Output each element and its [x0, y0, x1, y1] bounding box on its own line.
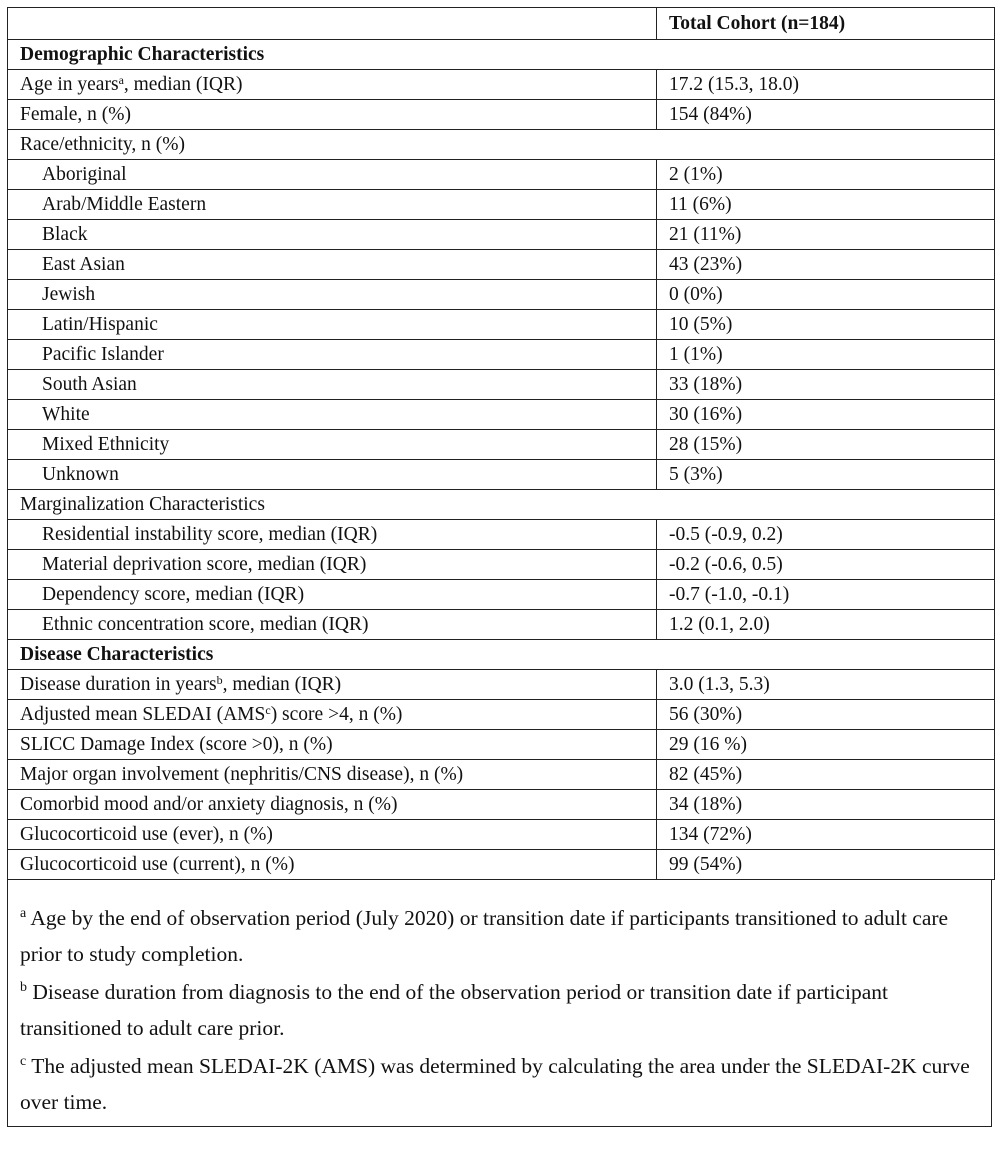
row-label-cell [8, 160, 657, 190]
table-row [8, 760, 995, 790]
row-label: Female, n (%) [20, 104, 132, 125]
row-value: -0.5 (-0.9, 0.2) [657, 520, 995, 550]
row-label-suffix: , median (IQR) [123, 74, 243, 95]
row-label-cell [8, 820, 657, 850]
row-label: Comorbid mood and/or anxiety diagnosis, n (%) [20, 794, 398, 815]
row-label-cell [8, 190, 657, 220]
cohort-characteristics-table-container [7, 7, 995, 1127]
row-label: Disease duration in years [20, 674, 217, 695]
table-row [8, 400, 995, 430]
section-header-row [8, 640, 995, 670]
table-row [8, 610, 995, 640]
row-label-cell [8, 730, 657, 760]
table-row [8, 250, 995, 280]
row-label-cell [8, 430, 657, 460]
row-label-cell [8, 610, 657, 640]
row-value: 154 (84%) [657, 100, 995, 130]
row-label-cell [8, 280, 657, 310]
row-label: White [42, 404, 90, 425]
table-row [8, 580, 995, 610]
footnote-mark: c [20, 1054, 27, 1069]
row-label-cell [8, 490, 995, 520]
row-label: Black [42, 224, 88, 245]
row-label-cell [8, 250, 657, 280]
row-value: -0.7 (-1.0, -0.1) [657, 580, 995, 610]
footnote-mark: a [20, 906, 27, 921]
cohort-characteristics-table [7, 7, 995, 880]
table-row [8, 220, 995, 250]
row-label: Unknown [42, 464, 119, 485]
row-value: 17.2 (15.3, 18.0) [657, 70, 995, 100]
row-value: 30 (16%) [657, 400, 995, 430]
row-label: East Asian [42, 254, 125, 275]
footnote-c [20, 1048, 979, 1120]
table-row [8, 730, 995, 760]
row-label: Major organ involvement (nephritis/CNS disease), n (%) [20, 764, 464, 785]
row-label: Glucocorticoid use (ever), n (%) [20, 824, 273, 845]
row-label: Pacific Islander [42, 344, 164, 365]
row-label-cell [8, 40, 995, 70]
section-header-row [8, 40, 995, 70]
group-header-row [8, 490, 995, 520]
row-label: Aboriginal [42, 164, 127, 185]
row-label-cell [8, 70, 657, 100]
row-label-cell [8, 670, 657, 700]
row-label: Adjusted mean SLEDAI (AMS [20, 704, 266, 725]
table-row [8, 310, 995, 340]
row-label-cell [8, 550, 657, 580]
row-value: 28 (15%) [657, 430, 995, 460]
row-label-cell [8, 340, 657, 370]
row-value: 99 (54%) [657, 850, 995, 880]
row-label-cell [8, 580, 657, 610]
row-value: 56 (30%) [657, 700, 995, 730]
row-label-cell [8, 640, 995, 670]
table-row [8, 790, 995, 820]
row-value: 5 (3%) [657, 460, 995, 490]
footnotes [7, 880, 992, 1127]
row-label: Demographic Characteristics [20, 44, 265, 65]
row-label: Marginalization Characteristics [20, 494, 265, 515]
table-row [8, 670, 995, 700]
header-total-cohort: Total Cohort (n=184) [657, 8, 995, 40]
row-label-cell [8, 100, 657, 130]
table-row [8, 550, 995, 580]
row-value: 11 (6%) [657, 190, 995, 220]
footnote-mark: b [216, 673, 223, 687]
row-label-cell [8, 790, 657, 820]
table-row [8, 520, 995, 550]
row-label: South Asian [42, 374, 137, 395]
footnote-a [20, 900, 979, 972]
table-header-row [8, 8, 995, 40]
table-row [8, 340, 995, 370]
row-label-cell [8, 460, 657, 490]
footnote-text: Disease duration from diagnosis to the end of the observation period or transition date if participant transitioned to adult care prior. [20, 980, 888, 1040]
footnote-b [20, 974, 979, 1046]
row-label: Residential instability score, median (IQR) [42, 524, 378, 545]
row-label: Glucocorticoid use (current), n (%) [20, 854, 295, 875]
table-row [8, 700, 995, 730]
row-value: 82 (45%) [657, 760, 995, 790]
table-row [8, 160, 995, 190]
row-label-cell [8, 520, 657, 550]
row-label: SLICC Damage Index (score >0), n (%) [20, 734, 333, 755]
row-label: Ethnic concentration score, median (IQR) [42, 614, 369, 635]
row-label-suffix: ) score >4, n (%) [270, 704, 403, 725]
row-label: Jewish [42, 284, 96, 305]
row-label: Arab/Middle Eastern [42, 194, 207, 215]
table-row [8, 280, 995, 310]
footnote-mark: c [265, 703, 271, 717]
footnote-text: The adjusted mean SLEDAI-2K (AMS) was determined by calculating the area under the SLEDAI-2K curve over time. [20, 1054, 970, 1114]
table-row [8, 430, 995, 460]
row-value: 43 (23%) [657, 250, 995, 280]
row-value: 34 (18%) [657, 790, 995, 820]
row-label-cell [8, 700, 657, 730]
row-label-cell [8, 400, 657, 430]
footnote-mark: b [20, 980, 27, 995]
row-label-cell [8, 850, 657, 880]
row-value: 0 (0%) [657, 280, 995, 310]
row-value: 29 (16 %) [657, 730, 995, 760]
row-label-cell [8, 310, 657, 340]
footnote-mark: a [118, 73, 124, 87]
row-value: 3.0 (1.3, 5.3) [657, 670, 995, 700]
footnote-text: Age by the end of observation period (July 2020) or transition date if participants transitioned to adult care prior to study completion. [20, 906, 949, 966]
row-label: Mixed Ethnicity [42, 434, 170, 455]
table-row [8, 820, 995, 850]
row-value: 2 (1%) [657, 160, 995, 190]
row-value: 21 (11%) [657, 220, 995, 250]
row-value: 1 (1%) [657, 340, 995, 370]
row-label-cell [8, 220, 657, 250]
row-label: Latin/Hispanic [42, 314, 158, 335]
row-label-cell [8, 370, 657, 400]
row-value: -0.2 (-0.6, 0.5) [657, 550, 995, 580]
row-label: Material deprivation score, median (IQR) [42, 554, 367, 575]
row-label: Disease Characteristics [20, 644, 214, 665]
row-value: 10 (5%) [657, 310, 995, 340]
row-label-cell [8, 130, 995, 160]
row-label: Race/ethnicity, n (%) [20, 134, 185, 155]
row-value: 1.2 (0.1, 2.0) [657, 610, 995, 640]
table-row [8, 70, 995, 100]
table-row [8, 460, 995, 490]
table-row [8, 190, 995, 220]
table-row [8, 370, 995, 400]
table-row [8, 850, 995, 880]
row-label-suffix: , median (IQR) [222, 674, 342, 695]
row-label: Age in years [20, 74, 119, 95]
row-label-cell [8, 760, 657, 790]
row-label: Dependency score, median (IQR) [42, 584, 305, 605]
row-value: 33 (18%) [657, 370, 995, 400]
row-value: 134 (72%) [657, 820, 995, 850]
header-characteristic [8, 8, 657, 40]
group-header-row [8, 130, 995, 160]
table-row [8, 100, 995, 130]
